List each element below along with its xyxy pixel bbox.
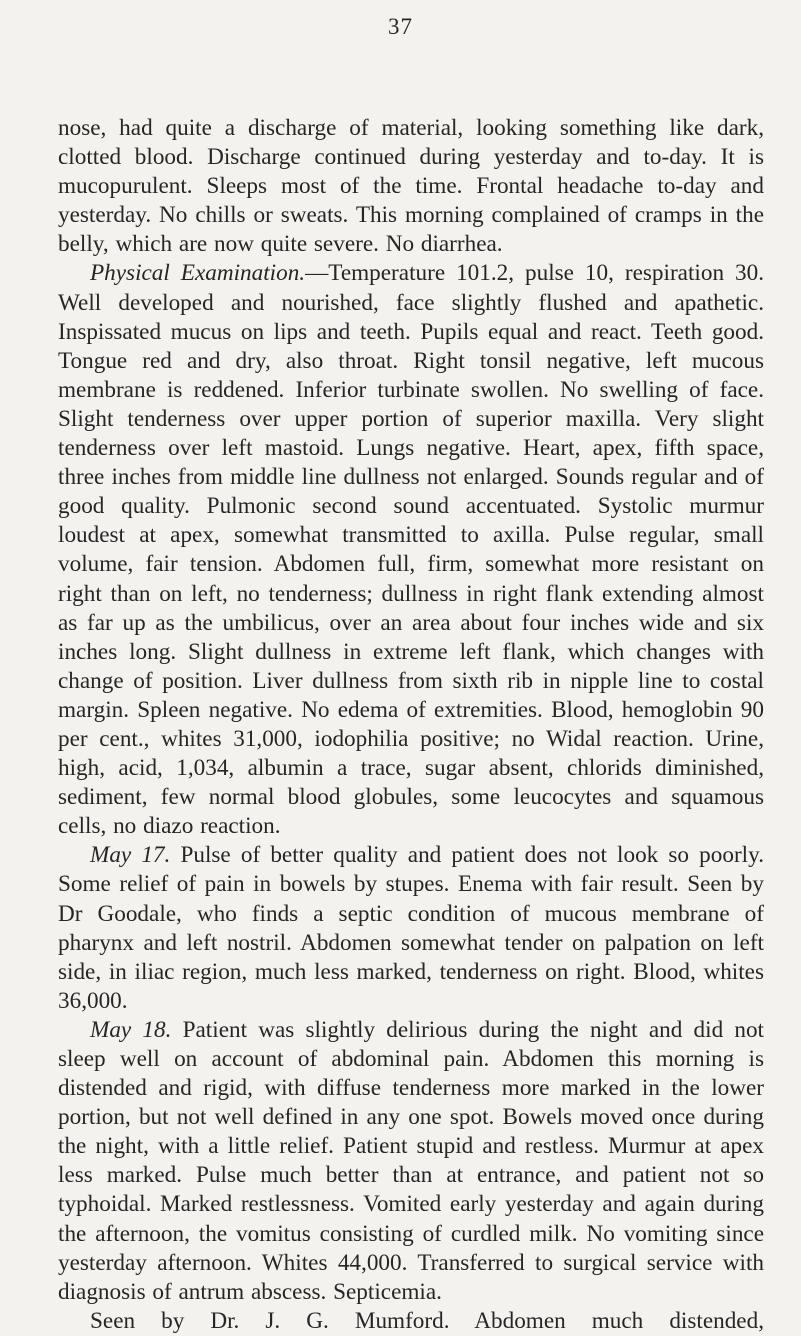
paragraph-text: —Temperature 101.2, pulse 10, respiration 30. Well developed and nourished, face slightly flushed and apathetic. Inspissated mucus on lips and teeth. Pupils equal and react. Teeth good. Tongue red and dry, also throat. Right tonsil negative, left mucous membrane is reddened. Inferior turbinate swollen. No swelling of face. Slight tenderness over upper portion of superior maxilla. Very slight tenderness over left mastoid. Lungs negative. Heart, apex, fifth space, three inches from middle line dullness not enlarged. Sounds regular and of good quality. Pulmonic second sound accentuated. Systolic murmur loudest at apex, somewhat transmitted to axilla. Pulse regular, small volume, fair tension. Abdomen full, firm, somewhat more resistant on right than on left, no tenderness; dullness in right flank extending almost as far up as the umbilicus, over an area about four inches wide and six inches long. Slight dullness in extreme left flank, which changes with change of position. Liver dullness from sixth rib in nipple line to costal margin. Spleen negative. No edema of extremities. Blood, hemoglobin 90 per cent., whites 31,000, iodophilia positive; no Widal reaction. Urine, high, acid, 1,034, albumin a trace, sugar absent, chlorids diminished, sediment, few normal blood globules, some leucocytes and squamous cells, no diazo reaction. — [58, 260, 764, 840]
paragraph — [58, 114, 764, 259]
section-heading: Physical Examination. — [90, 260, 306, 287]
paragraph-text: Patient was slightly delirious during the night and did not sleep well on account of abdominal pain. Abdomen this morning is distended and rigid, with diffuse tenderness more marked in the lower portion, but not well defined in any one spot. Bowels moved once during the night, with a little relief. Patient stupid and restless. Murmur at apex less marked. Pulse much better than at entrance, and patient not so typhoidal. Marked restlessness. Vomited early yesterday and again during the afternoon, the vomitus consisting of curdled milk. No vomiting since yesterday afternoon. Whites 44,000. Transferred to surgical service with diagnosis of antrum abscess. Septicemia. — [58, 1016, 765, 1305]
paragraph-text: nose, had quite a discharge of material, looking something like dark, clotted blood. Discharge continued during yesterday and to-day. It is mucopurulent. Sleeps most of the time. Frontal headache to-day and yesterday. No chills or sweats. This morning complained of cramps in the belly, which are now quite severe. No diarrhea. — [58, 115, 764, 258]
paragraph-text: Pulse of better quality and patient does not look so poorly. Some relief of pain in bowels by stupes. Enema with fair result. Seen by Dr Goodale, who finds a septic condition of mucous membrane of pharynx and left nostril. Abdomen somewhat tender on palpation on left side, in iliac region, much less marked, tenderness on right. Blood, whites 36,000. — [58, 842, 764, 1014]
page-number: 37 — [388, 14, 413, 39]
date-entry: May 17. — [90, 842, 171, 869]
paragraph — [58, 259, 764, 841]
date-entry: May 18. — [90, 1016, 172, 1043]
paragraph — [58, 1307, 764, 1336]
body-text — [58, 114, 764, 1336]
paragraph — [58, 841, 764, 1016]
paragraph — [58, 1016, 764, 1307]
paragraph-text: Seen by Dr. J. G. Mumford. Abdomen much distended, — [90, 1307, 764, 1334]
